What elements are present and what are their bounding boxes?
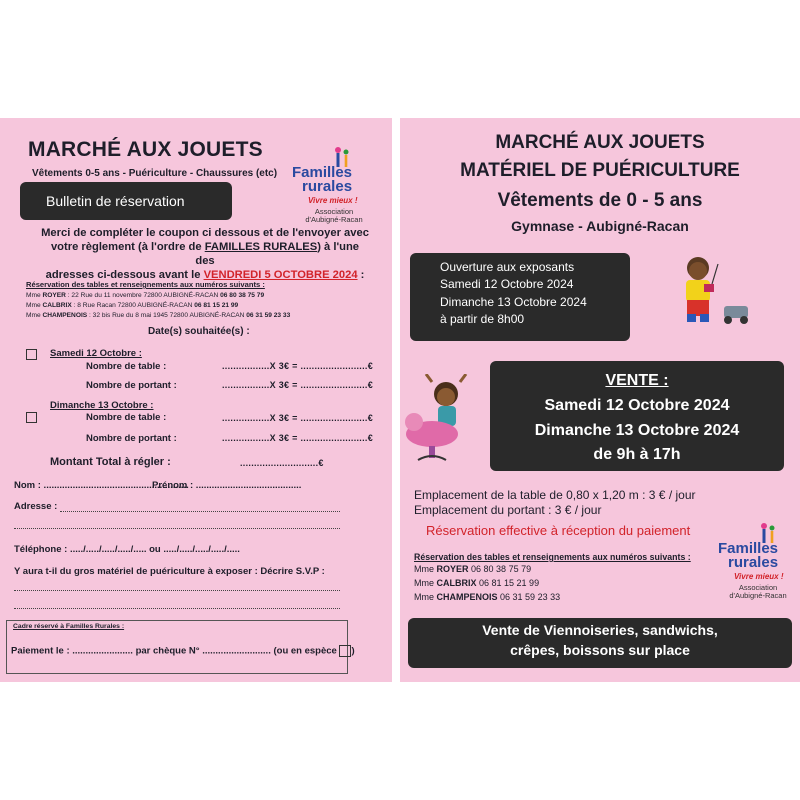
logo-slogan: Vivre mieux !	[308, 196, 358, 205]
vente-title: VENTE :	[605, 372, 669, 389]
poster-title-1: MARCHÉ AUX JOUETS	[495, 132, 705, 153]
contact-name: CHAMPENOIS	[436, 592, 498, 602]
cadre-heading: Cadre réservé à Familles Rurales :	[13, 623, 125, 630]
paiement-end: )	[351, 645, 355, 657]
day1-table-field[interactable]: .................X 3€ = ........................€	[222, 361, 373, 371]
right-resa-heading: Réservation des tables et renseignements aux numéros suivants :	[414, 552, 691, 562]
poster-location: Gymnase - Aubigné-Racan	[511, 218, 689, 234]
reservation-flyer	[0, 118, 392, 682]
adresse-line-1[interactable]	[60, 511, 340, 512]
day2-table-label: Nombre de table :	[86, 412, 167, 423]
logo-text-familles: Familles	[718, 540, 779, 557]
contact-phone: 06 81 15 21 99	[194, 302, 239, 309]
left-contact-calbrix	[26, 302, 238, 309]
day1-portant-label: Nombre de portant :	[86, 380, 177, 391]
deadline-date: VENDREDI 5 OCTOBRE 2024	[203, 269, 358, 281]
contact-name: CHAMPENOIS	[42, 312, 88, 319]
logo-text-rurales: rurales	[302, 178, 353, 195]
logo-text-familles: Familles	[292, 164, 353, 181]
contact-phone: 06 80 38 75 79	[471, 564, 532, 574]
table-price: Emplacement de la table de 0,80 x 1,20 m : 3 € / jour	[414, 488, 696, 502]
contact-prefix: Mme	[26, 312, 43, 319]
intro-2c: ) à l'une des	[195, 241, 360, 267]
sunday-checkbox[interactable]	[26, 412, 37, 423]
familles-rurales-logo	[292, 146, 376, 230]
contact-prefix: Mme	[414, 578, 437, 588]
contact-prefix: Mme	[26, 302, 43, 309]
contact-name: CALBRIX	[42, 302, 72, 309]
intro-line-1: Merci de compléter le coupon ci dessous et de l'envoyer avec	[41, 227, 369, 239]
left-title: MARCHÉ AUX JOUETS	[28, 138, 263, 161]
contact-address: : 32 bis Rue du 8 mai 1945 72800 AUBIGNÉ-RACAN	[87, 312, 247, 319]
dates-heading: Date(s) souhaitée(s) :	[148, 326, 250, 337]
contact-phone: 06 31 59 23 33	[500, 592, 561, 602]
materiel-label: Y aura t-il du gros matériel de puériculture à exposer : Décrire S.V.P :	[14, 566, 325, 577]
poster-title-3: Vêtements de 0 - 5 ans	[497, 190, 703, 211]
contact-phone: 06 80 38 75 79	[220, 292, 265, 299]
food-sale-box	[408, 618, 792, 668]
total-label: Montant Total à régler :	[50, 456, 171, 468]
contact-prefix: Mme	[26, 292, 43, 299]
poster-title-2: MATÉRIEL DE PUÉRICULTURE	[460, 160, 740, 181]
adresse-line-2[interactable]	[14, 528, 340, 529]
intro-2a: votre règlement (à l'ordre de	[50, 241, 205, 253]
child-rc-car-icon	[676, 254, 756, 334]
prenom-field[interactable]: Prénom : ........................................	[152, 480, 302, 491]
total-field[interactable]: ............................€	[240, 458, 324, 468]
right-contact-royer	[414, 564, 531, 574]
intro-text	[40, 226, 370, 282]
contact-name: ROYER	[436, 564, 469, 574]
telephone-field[interactable]: Téléphone : ...../...../...../...../..... ou ...../...../...../...../.....	[14, 544, 240, 555]
contact-address: : 22 Rue du 11 novembre 72800 AUBIGNÉ-RACAN	[65, 292, 221, 299]
intro-3a: adresses ci-dessous avant le	[45, 269, 204, 281]
intro-2b: FAMILLES RURALES	[204, 241, 318, 253]
day1-portant-field[interactable]: .................X 3€ = ........................€	[222, 380, 373, 390]
intro-line-2	[40, 240, 370, 268]
logo-assoc	[716, 584, 800, 601]
adresse-label: Adresse :	[14, 501, 58, 512]
contact-address: : 8 Rue Racan 72800 AUBIGNÉ-RACAN	[71, 302, 195, 309]
day2-table-field[interactable]: .................X 3€ = ........................€	[222, 413, 373, 423]
expo-line-4: à partir de 8h00	[440, 312, 525, 327]
left-contact-royer	[26, 292, 264, 299]
materiel-line-2[interactable]	[14, 608, 340, 609]
logo-assoc-label: Association	[738, 583, 778, 592]
exhibitor-opening-box	[410, 253, 630, 341]
logo-slogan: Vivre mieux !	[734, 572, 784, 581]
child-rocking-toy-icon	[402, 374, 486, 466]
day1-table-label: Nombre de table :	[86, 361, 167, 372]
day2-portant-field[interactable]: .................X 3€ = ........................€	[222, 433, 373, 443]
staff-reserved-box	[6, 620, 355, 674]
expo-line-3: Dimanche 13 Octobre 2024	[440, 294, 587, 309]
left-resa-heading: Réservation des tables et renseignements aux numéros suivants :	[26, 280, 265, 289]
logo-assoc-place: d'Aubigné-Racan	[729, 591, 787, 601]
contact-phone: 06 81 15 21 99	[479, 578, 540, 588]
vente-line-2: Dimanche 13 Octobre 2024	[534, 421, 740, 439]
contact-phone: 06 31 59 23 33	[246, 312, 291, 319]
familles-rurales-logo-right	[716, 522, 800, 606]
expo-line-1: Ouverture aux exposants	[440, 260, 575, 274]
nom-field[interactable]: Nom : .......................................................	[14, 480, 189, 491]
left-subtitle: Vêtements 0-5 ans - Puériculture - Chaussures (etc)	[32, 168, 278, 179]
food-line-1: Vente de Viennoiseries, sandwichs,	[482, 622, 718, 638]
vente-line-1: Samedi 12 Octobre 2024	[544, 396, 730, 414]
right-contact-calbrix	[414, 578, 539, 588]
contact-prefix: Mme	[414, 592, 437, 602]
day1-label: Samedi 12 Octobre :	[50, 348, 142, 359]
expo-line-2: Samedi 12 Octobre 2024	[440, 277, 574, 292]
logo-assoc-place: d'Aubigné-Racan	[305, 215, 363, 225]
logo-assoc-label: Association	[314, 207, 354, 216]
reservation-notice: Réservation effective à réception du paiement	[426, 523, 691, 538]
sale-dates-box	[490, 361, 784, 471]
logo-assoc	[292, 208, 376, 225]
right-contact-champenois	[414, 592, 560, 602]
event-poster	[400, 118, 800, 682]
cash-checkbox[interactable]	[339, 645, 351, 657]
vente-hours: de 9h à 17h	[593, 446, 681, 464]
portant-price: Emplacement du portant : 3 € / jour	[414, 503, 602, 517]
left-contact-champenois	[26, 312, 290, 319]
logo-text-rurales: rurales	[728, 554, 779, 571]
saturday-checkbox[interactable]	[26, 349, 37, 360]
day2-portant-label: Nombre de portant :	[86, 433, 177, 444]
contact-prefix: Mme	[414, 564, 437, 574]
contact-name: CALBRIX	[436, 578, 477, 588]
intro-3c: :	[357, 269, 365, 281]
bulletin-heading: Bulletin de réservation	[46, 193, 185, 209]
bulletin-heading-box	[20, 182, 232, 220]
paiement-row	[11, 645, 355, 657]
paiement-text: Paiement le : ....................... par chèque N° .......................... (ou en espèce	[11, 645, 337, 657]
contact-name: ROYER	[42, 292, 66, 299]
day2-label: Dimanche 13 Octobre :	[50, 400, 154, 411]
food-line-2: crêpes, boissons sur place	[510, 641, 690, 658]
materiel-line-1[interactable]	[14, 590, 340, 591]
